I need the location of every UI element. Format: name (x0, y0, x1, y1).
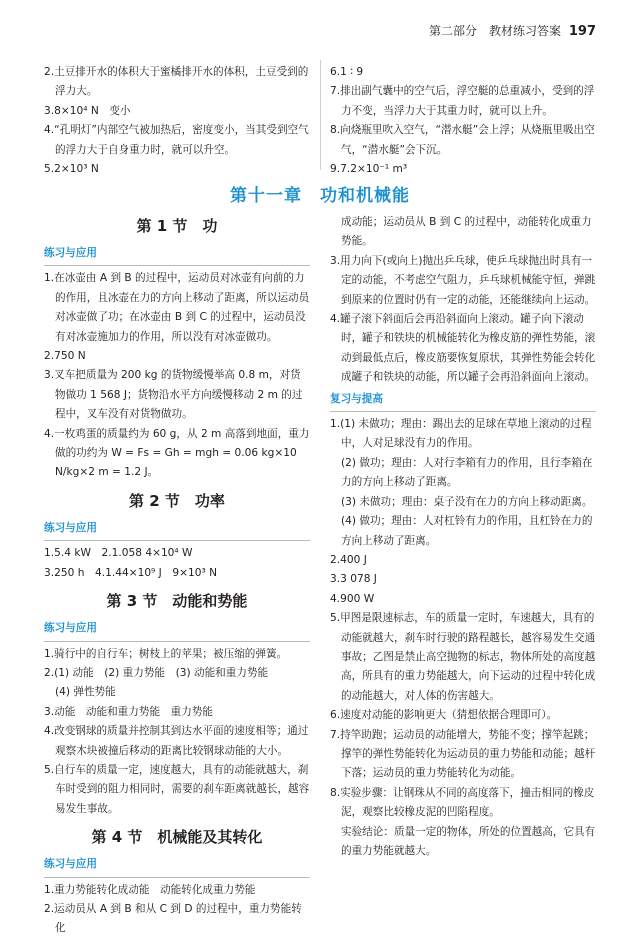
section-title: 第 2 节 功率 (129, 491, 225, 510)
answer-item: 2.750 N (44, 350, 86, 363)
answer-item: 8.实验步骤：让钢珠从不同的高度落下，撞击相同的橡皮泥，观察比较橡皮泥的凹陷程度。 (330, 786, 595, 819)
answer-item: (4) 做功；理由：人对杠铃有力的作用，且杠铃在力的方向上移动了距离。 (341, 515, 593, 547)
section-title: 第 4 节 机械能及其转化 (91, 828, 263, 847)
section-title: 第 1 节 功 (136, 217, 218, 235)
answer-item: 8.向烧瓶里吹入空气，“潜水艇”会上浮；从烧瓶里吸出空气，“潜水艇”会下沉。 (330, 124, 595, 156)
answer-item: 4.“孔明灯”内部空气被加热后，密度变小，当其受到空气的浮力大于自身重力时，就可以升空。 (44, 124, 309, 156)
subsection-heading: 练习与应用 (44, 521, 97, 534)
answer-item: (3) 未做功；理由：桌子没有在力的方向上移动距离。 (341, 495, 593, 508)
answer-item: 6.速度对动能的影响更大（猜想依据合理即可）。 (330, 709, 558, 722)
answer-item: (2) 做功；理由：人对行李箱有力的作用，且行李箱在力的方向上移动了距离。 (341, 456, 593, 489)
answer-item: 4.一枚鸡蛋的质量约为 60 g，从 2 m 高落到地面，重力做的功约为 W = Fs = Gh = mgh = 0.06 kg×10 N/kg×2 m = 1.2 J。 (44, 427, 310, 479)
answer-item: 2.(1) 动能 (2) 重力势能 (3) 动能和重力势能 (44, 666, 269, 679)
header-section: 第二部分 教材练习答案 (429, 24, 562, 38)
answer-item: 3.用力向下(或向上)抛出乒乓球，使乒乓球抛出时具有一定的动能，不考虑空气阻力，乒乓球机械能守恒，弹跳到原来的位置时仍有一定的动能，还能继续向上运动。 (330, 254, 596, 306)
answer-item: (4) 弹性势能 (55, 686, 116, 699)
answer-item: 实验结论：质量一定的物体，所处的位置越高，它具有的重力势能就越大。 (341, 825, 596, 857)
answer-item: 4.改变钢球的质量并控制其到达水平面的速度相等；通过观察木块被撞后移动的距离比较钢球动能的大小。 (44, 725, 309, 757)
chapter-title: 第十一章 功和机械能 (230, 186, 410, 206)
answer-item: 1.在冰壶由 A 到 B 的过程中，运动员对冰壶有向前的力的作用，且冰壶在力的方向上移动了距离，所以运动员对冰壶做了功；在冰壶由 B 到 C 的过程中，运动员没有对冰壶施加力的作用，所以没有对冰壶做功。 (44, 272, 310, 343)
answer-item: 3.8×10⁴ N 变小 (44, 104, 131, 117)
divider (44, 641, 310, 642)
answer-item: 成动能；运动员从 B 到 C 的过程中，动能转化成重力势能。 (341, 216, 592, 248)
answer-item: 1.重力势能转化成动能 动能转化成重力势能 (44, 883, 256, 896)
divider (330, 411, 596, 412)
answer-item: 7.持竿助跑；运动员的动能增大，势能不变；撑竿起跳；撑竿的弹性势能转化为运动员的重力势能和动能；越杆下落；运动员的重力势能转化为动能。 (330, 728, 596, 780)
answer-item: 6.1 ∶ 9 (330, 66, 364, 78)
answer-item: 1.5.4 kW 2.1.058 4×10⁴ W (44, 547, 193, 560)
answer-item: 2.运动员从 A 到 B 和从 C 到 D 的过程中，重力势能转化 (44, 902, 302, 935)
top-left-answers (44, 63, 310, 179)
answer-item: 3.250 h 4.1.44×10⁹ J 9×10³ N (44, 566, 218, 579)
top-right-answers (330, 63, 596, 179)
answer-item: 3.叉车把质量为 200 kg 的货物缓慢举高 0.8 m，对货物做功 1 568 J；货物沿水平方向缓慢移动 2 m 的过程中，叉车没有对货物做功。 (44, 369, 303, 421)
right-column (330, 213, 596, 861)
page-number: 197 (568, 24, 596, 39)
subsection-heading: 复习与提高 (330, 392, 383, 405)
answer-item: 4.罐子滚下斜面后会再沿斜面向上滚动。罐子向下滚动时，罐子和铁块的机械能转化为橡皮筋的弹性势能，滚动到最低点后，橡皮筋要恢复原状，其弹性势能会转化成罐子和铁块的动能，所以罐子会再沿斜面向上滚动。 (330, 313, 596, 384)
answer-item: 5.自行车的质量一定，速度越大，具有的动能就越大，刹车时受到的阻力相同时，需要的刹车距离就越长，越容易发生事故。 (44, 763, 310, 815)
left-column (44, 208, 310, 939)
subsection-heading: 练习与应用 (44, 858, 97, 871)
page-header (429, 22, 596, 39)
answer-item: 2.土豆排开水的体积大于蜜橘排开水的体积，土豆受到的浮力大。 (44, 66, 309, 98)
answer-item: 7.排出副气囊中的空气后，浮空艇的总重减小，受到的浮力不变，当浮力大于其重力时，就可以上升。 (330, 85, 595, 117)
answer-item: 1.骑行中的自行车；树枝上的苹果；被压缩的弹簧。 (44, 647, 288, 660)
column-divider (320, 60, 321, 170)
answer-item: 5.甲图是限速标志，车的质量一定时，车速越大，具有的动能就越大，刹车时行驶的路程越长，越容易发生交通事故；乙图是禁止高空抛物的标志，物体所处的高度越高，所具有的重力势能越大，向下运动的过程中转化成的动能越大，对人体的伤害越大。 (330, 612, 596, 702)
answer-item: 3.3 078 J (330, 573, 377, 586)
subsection-heading: 练习与应用 (44, 622, 97, 635)
answer-item: 4.900 W (330, 592, 375, 605)
subsection-heading: 练习与应用 (44, 247, 97, 259)
answer-item: 3.动能 动能和重力势能 重力势能 (44, 705, 214, 718)
divider (44, 877, 310, 878)
answer-item: 1.(1) 未做功；理由：踢出去的足球在草地上滚动的过程中，人对足球没有力的作用。 (330, 418, 592, 450)
divider (44, 265, 310, 266)
answer-item: 2.400 J (330, 553, 367, 566)
answer-item: 9.7.2×10⁻¹ m³ (330, 163, 408, 176)
divider (44, 540, 310, 541)
answer-item: 5.2×10³ N (44, 163, 99, 176)
section-title: 第 3 节 动能和势能 (106, 592, 248, 611)
